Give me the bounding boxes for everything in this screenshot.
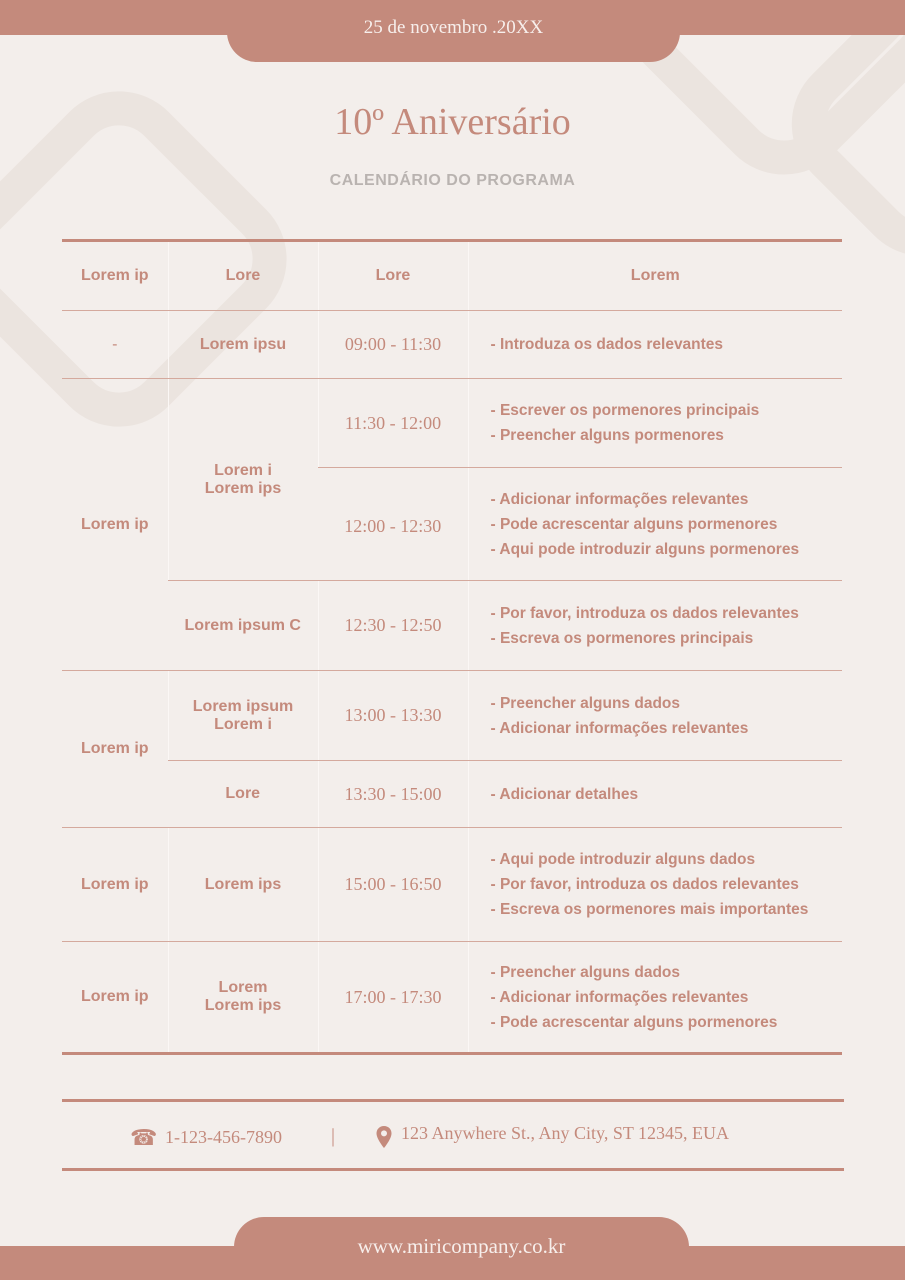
session-line: Lorem ips <box>204 997 282 1014</box>
column-header: Lorem ip <box>62 241 168 311</box>
date-banner <box>227 0 680 62</box>
footer-banner <box>234 1217 689 1280</box>
session-line: Lorem ips <box>204 479 282 497</box>
session-cell: Lorem ipsum C <box>168 581 318 671</box>
description-cell <box>468 379 842 468</box>
description-cell <box>468 942 842 1054</box>
description-line: - Escreva os pormenores principais <box>490 629 754 647</box>
session-line: Lorem i <box>214 461 272 479</box>
separator: | <box>331 1125 336 1147</box>
description-line: - Preencher alguns dados <box>490 694 680 712</box>
time-cell: 15:00 - 16:50 <box>318 828 468 942</box>
session-line: Lorem <box>218 979 268 996</box>
session-cell <box>168 942 318 1054</box>
description-line: - Escrever os pormenores principais <box>490 402 760 419</box>
time-cell: 17:00 - 17:30 <box>318 942 468 1054</box>
table-header-row <box>62 241 842 311</box>
description-cell <box>468 671 842 761</box>
location-pin-icon <box>375 1125 393 1149</box>
description-cell <box>468 311 842 379</box>
time-cell: 13:00 - 13:30 <box>318 671 468 761</box>
description-line: - Adicionar informações relevantes <box>490 490 749 508</box>
page-subtitle: CALENDÁRIO DO PROGRAMA <box>329 172 576 189</box>
phone-icon: ☎ <box>130 1125 158 1150</box>
table-row <box>62 581 842 671</box>
session-cell <box>168 671 318 761</box>
description-line: - Escreva os pormenores mais importantes <box>490 901 809 918</box>
description-cell <box>468 468 842 581</box>
contact-bar <box>62 1103 844 1169</box>
table-row <box>62 942 842 1054</box>
session-cell: Lorem ips <box>168 828 318 942</box>
description-line: - Adicionar informações relevantes <box>490 988 749 1006</box>
phone-number: 1-123-456-7890 <box>165 1127 282 1147</box>
schedule-table <box>62 239 842 1055</box>
description-line: - Aqui pode introduzir alguns pormenores <box>490 540 800 558</box>
description-line: - Por favor, introduza os dados relevantes <box>490 604 799 622</box>
description-line: - Por favor, introduza os dados relevantes <box>490 876 799 893</box>
group-cell: Lorem ip <box>62 379 168 671</box>
description-line: - Aqui pode introduzir alguns dados <box>490 851 756 868</box>
time-cell: 13:30 - 15:00 <box>318 761 468 828</box>
table-row <box>62 828 842 942</box>
table-row <box>62 671 842 761</box>
time-cell: 11:30 - 12:00 <box>318 379 468 468</box>
session-line: Lorem i <box>214 715 272 733</box>
session-cell <box>168 379 318 581</box>
column-header: Lore <box>168 241 318 311</box>
page-title: 10º Aniversário <box>334 101 571 143</box>
description-line: - Pode acrescentar alguns pormenores <box>490 1013 778 1031</box>
session-line: Lorem ipsum <box>192 697 294 715</box>
description-cell <box>468 581 842 671</box>
website-link[interactable]: www.miricompany.co.kr <box>357 1234 566 1258</box>
time-cell: 12:00 - 12:30 <box>318 468 468 581</box>
description-line: - Adicionar detalhes <box>490 785 639 803</box>
description-line: - Introduza os dados relevantes <box>490 336 724 353</box>
description-line: - Preencher alguns pormenores <box>490 427 724 444</box>
divider <box>62 1168 844 1171</box>
description-line: - Preencher alguns dados <box>490 963 680 981</box>
group-cell: Lorem ip <box>62 828 168 942</box>
event-date: 25 de novembro .20XX <box>363 17 544 38</box>
table-row <box>62 311 842 379</box>
group-cell: Lorem ip <box>80 988 149 1005</box>
table-row <box>62 761 842 828</box>
description-cell <box>468 761 842 828</box>
session-cell: Lore <box>168 761 318 828</box>
group-cell: - <box>62 311 168 379</box>
description-line: - Adicionar informações relevantes <box>490 719 749 737</box>
time-cell: 12:30 - 12:50 <box>318 581 468 671</box>
session-cell: Lorem ipsu <box>168 311 318 379</box>
column-header: Lorem <box>468 241 842 311</box>
description-cell <box>468 828 842 942</box>
address: 123 Anywhere St., Any City, ST 12345, EUA <box>401 1123 730 1143</box>
divider <box>62 1099 844 1102</box>
table-row <box>62 379 842 468</box>
description-line: - Pode acrescentar alguns pormenores <box>490 515 778 533</box>
group-cell: Lorem ip <box>62 671 168 828</box>
column-header: Lore <box>318 241 468 311</box>
time-cell: 09:00 - 11:30 <box>318 311 468 379</box>
